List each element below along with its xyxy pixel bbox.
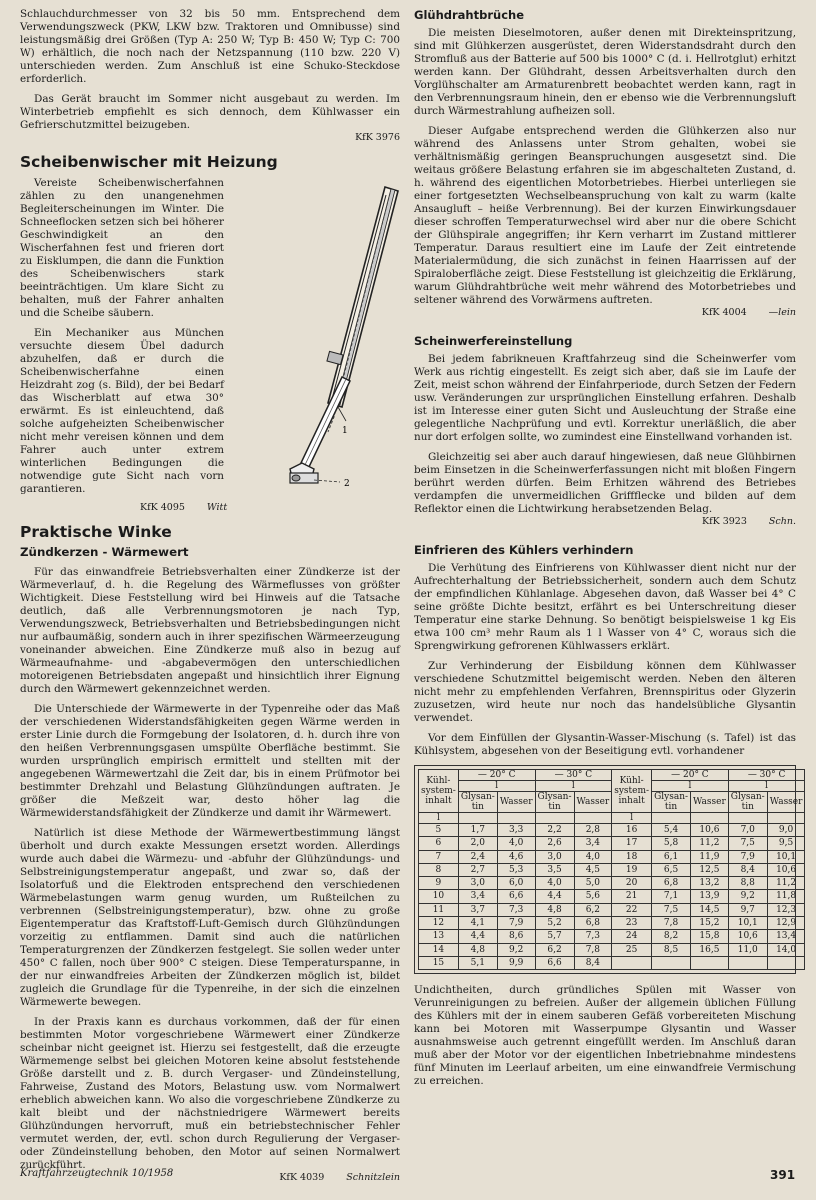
glow-paragraph-1: Die meisten Dieselmotoren, außer denen mit Direkteinspritzung, sind mit Glühkerzen ausgerüstet, deren Widerstandsdraht durch den Stromfluß aus der Batterie auf 500 bis 1000° C (d. i. Hellrotglut) erhitzt werden kann. Der Glühdraht, dessen Arbeitsverhalten durch den Vorglühschalter am Armaturenbrett beobachtet werden kann, ragt in den Verbrennungsraum hinein, den er ebenso wie die Verbrennungsluft durch Wärmestrahlung aufheizen soll. (414, 27, 796, 117)
table-row (419, 824, 805, 837)
table-cell: 9,0 (767, 824, 805, 837)
table-cell: 4,0 (535, 877, 574, 890)
table-cell: 4,6 (497, 850, 535, 863)
table-cell: 2,4 (458, 850, 497, 863)
signature (414, 307, 796, 318)
spark-paragraph-4: In der Praxis kann es durchaus vorkommen, daß der für einen bestimmten Motor vorgeschriebene Wärmewert einer Zündkerze scheinbar nicht geeignet ist. Hierzu sei festgestellt, daß die erzeugte Wärmemenge selbst bei gleichen Motoren keine absolut feststehende Größe darstellt und z. B. durch Vergaser- und Zündeinstellung, Fahrweise, Zustand des Motors, Belastung usw. vom Normalwert erheblich abweichen kann. Wo also die vorgeschriebene Zündkerze zu kalt bleibt und der nächstniedrigere Wärmewert bereits Glühzündungen hervorruft, muß ein betriebstechnischer Fehler vermutet werden, der, evtl. schon durch Regulierung der Vergaser- oder Zündeinstellung behoben, den Motor auf seinen Normalwert zurückführt. (20, 1016, 400, 1171)
table-cell: 4,0 (574, 850, 612, 863)
figure-label-2: 2 (344, 479, 350, 489)
table-unit-cell: l (419, 813, 459, 824)
table-header-unit: l (458, 781, 535, 792)
table-row (419, 837, 805, 850)
table-row (419, 863, 805, 876)
table-cell: 1,7 (458, 824, 497, 837)
table-cell: 3,3 (497, 824, 535, 837)
table-cell: 9 (419, 877, 459, 890)
table-header-m20: — 20° C (458, 770, 535, 781)
table-cell: 7,3 (574, 930, 612, 943)
table-cell: 7,5 (652, 903, 691, 916)
table-cell: 13,9 (691, 890, 729, 903)
journal-footer: Kraftfahrzeugtechnik 10/1958 (20, 1168, 174, 1179)
table-cell: 11,9 (691, 850, 729, 863)
table-cell: 2,2 (535, 824, 574, 837)
glow-paragraph-2: Dieser Aufgabe entsprechend werden die Glühkerzen also nur während des Anlassens unter Strom gehalten, wobei sie verhältnismäßig geringen Beanspruchungen ausgesetzt sind. Die weitaus größere Belastung erfahren sie im abgeschalteten Zustand, d. h. während des eigentlichen Motorbetriebes. Hierbei unterliegen sie einer fortgesetzten Wechselbeanspruchung von kalt zu warm (kalte Ansaugluft – heiße Verbrennung). Bei der kurzen Einwirkungsdauer dieser schroffen Temperaturwechsel wird aber nur die obere Schicht der Glühspirale angegriffen; ihr Kern verharrt im Zustand mittlerer Temperatur. Daraus resultiert eine im Laufe der Zeit eintretende Materialermüdung, die sich zunächst in feinen Haarrissen auf der Spiraloberfläche zeigt. Diese Feststellung ist gleichzeitig die Erklärung, warum Glühdrahtbrüche weit mehr während des Motorbetriebes und seltener während des Vorwärmens auftreten. (414, 125, 796, 306)
table-cell (652, 956, 691, 969)
author: —lein (768, 307, 796, 318)
table-row (419, 890, 805, 903)
table-cell: 10,1 (767, 850, 805, 863)
table-cell: 5,2 (535, 917, 574, 930)
table-cell: 7,8 (652, 917, 691, 930)
wiper-article (20, 177, 400, 506)
article-ref: KfK 4039 (279, 1172, 325, 1183)
table-cell: 7 (419, 850, 459, 863)
table-cell: 5,0 (574, 877, 612, 890)
wiper-paragraph-1: Vereiste Scheibenwischerfahnen zählen zu den unangenehmen Begleiterscheinungen im Winter. Die Schneeflocken setzen sich bei höherer Geschwindigkeit an den Wischerfahnen fest und frieren dort zu Eisklumpen, die dann die Funktion des Scheibenwischers stark beeinträchtigen. Um klare Sicht zu behalten, muß der Fahrer anhalten und die Scheibe säubern. (20, 177, 224, 319)
freeze-paragraph-4: Undichtheiten, durch gründliches Spülen mit Wasser von Verunreinigungen zu befreien. Außer der allgemein üblichen Füllung des Kühlers mit der in einem sauberen Gefäß vorbereiteten Mischung kann bei Motoren mit Wasserpumpe Glysantin und Wasser ausnahmsweise auch getrennt eingefüllt werden. Im Anschluß daran muß aber der Motor vor der eigentlichen Inbetriebnahme mindestens fünf Minuten im Leerlauf arbeiten, um eine einwandfreie Vermischung zu erreichen. (414, 984, 796, 1088)
table-cell: 22 (612, 903, 652, 916)
antifreeze-table-body (419, 813, 805, 970)
table-cell: 18 (612, 850, 652, 863)
signature (414, 516, 796, 527)
table-cell: 14,0 (767, 943, 805, 956)
section-heading-headlight: Scheinwerfereinstellung (414, 334, 573, 348)
table-cell: 7,9 (728, 850, 767, 863)
table-cell: 16 (612, 824, 652, 837)
table-cell: 4,5 (574, 863, 612, 876)
antifreeze-table (418, 769, 805, 970)
table-header-unit: l (535, 781, 612, 792)
page-number: 391 (770, 1168, 796, 1182)
table-cell: 3,7 (458, 903, 497, 916)
wiper-figure (230, 177, 400, 506)
table-unit-cell: l (612, 813, 652, 824)
table-row (419, 956, 805, 969)
table-cell (574, 813, 612, 824)
table-cell: 5 (419, 824, 459, 837)
table-cell: 6 (419, 837, 459, 850)
table-header-m30: — 30° C (728, 770, 805, 781)
table-cell: 8,2 (652, 930, 691, 943)
table-cell: 7,5 (728, 837, 767, 850)
table-header-water: Wasser (767, 792, 805, 813)
table-cell: 8,6 (497, 930, 535, 943)
author: Witt (206, 502, 228, 513)
table-cell: 2,7 (458, 863, 497, 876)
table-cell: 19 (612, 863, 652, 876)
table-cell: 5,3 (497, 863, 535, 876)
table-unit-row (419, 813, 805, 824)
headlight-paragraph-1: Bei jedem fabrikneuen Kraftfahrzeug sind die Scheinwerfer vom Werk aus richtig eingestellt. Es zeigt sich aber, daß sie im Laufe der Zeit, meist schon während der Einfahrperiode, durch Setzen der Federn usw. Veränderungen zur ursprünglichen Einstellung erfahren. Deshalb ist im Interesse einer guten Sicht und Ausleuchtung der Straße eine gelegentliche Nachprüfung und evtl. Korrektur unerläßlich, die aber nur dort erfolgen sollte, wo zumindest eine Einstellwand vorhanden ist. (414, 353, 796, 443)
table-header-glysantin: Glysan-tin (458, 792, 497, 813)
table-row (419, 877, 805, 890)
spark-paragraph-1: Für das einwandfreie Betriebsverhalten einer Zündkerze ist der Wärmeverlauf, d. h. die Regelung des Wärmeflusses von größter Wichtigkeit. Diese Feststellung wird bei Hinweis auf die Tatsache deutlich, daß alle Verbrennungsmotoren je nach Typ, Verwendungszweck, Betriebsverhalten und Betriebsbedingungen nicht nur aufbaumäßig, sondern auch in ihrer spezifischen Wärmeerzeugung voneinander abweichen. Eine Zündkerze muß also in bezug auf Wärmeaufnahme- und -abgabevermögen den unterschiedlichen motoreigenen Betriebsdaten angepaßt und hinsichtlich ihrer Eignung durch den Wärmewert gekennzeichnet werden. (20, 566, 400, 695)
table-cell: 15,2 (691, 917, 729, 930)
table-cell: 21 (612, 890, 652, 903)
table-cell: 6,0 (497, 877, 535, 890)
subheading-spark: Zündkerzen - Wärmewert (20, 545, 189, 559)
author: Schnitzlein (346, 1172, 400, 1183)
wiper-text (20, 177, 224, 506)
table-cell: 11 (419, 903, 459, 916)
table-header-unit: l (652, 781, 729, 792)
right-column (414, 8, 803, 1095)
article-ref: KfK 3976 (355, 132, 400, 143)
left-column (20, 8, 400, 1191)
table-header-glysantin: Glysan-tin (535, 792, 574, 813)
freeze-paragraph-3: Vor dem Einfüllen der Glysantin-Wasser-Mischung (s. Tafel) ist das Kühlsystem, abgesehen von der Beseitigung evtl. vorhandener (414, 732, 796, 757)
freeze-paragraph-1: Die Verhütung des Einfrierens von Kühlwasser dient nicht nur der Aufrechterhaltung der Betriebssicherheit, sondern auch dem Schutz der empfindlichen Kühlanlage. Abgesehen davon, daß Wasser bei 4° C seine größte Dichte besitzt, erfährt es bei Unterschreitung dieser Temperatur eine starke Dehnung. So benötigt beispielsweise 1 kg Eis etwa 100 cm³ mehr Raum als 1 l Wasser von 4° C, woraus sich die Sprengwirkung gefrorenen Kühlwassers erklärt. (414, 562, 796, 652)
table-cell: 11,2 (691, 837, 729, 850)
table-cell: 2,0 (458, 837, 497, 850)
table-cell: 13,2 (691, 877, 729, 890)
table-cell: 3,4 (458, 890, 497, 903)
table-cell: 5,6 (574, 890, 612, 903)
intro-paragraph-1: Schlauchdurchmesser von 32 bis 50 mm. Entsprechend dem Verwendungszweck (PKW, LKW bzw. Traktoren und Omnibusse) sind leistungsmäßig drei Größen (Typ A: 250 W; Typ B: 450 W; Typ C: 700 W) erhältlich, die noch nach der Netzspannung (110 bzw. 220 V) unterschieden werden. Zum Anschluß ist eine Schuko-Steckdose erforderlich. (20, 8, 400, 85)
table-header-m20: — 20° C (652, 770, 729, 781)
section-heading-tips: Praktische Winke (20, 523, 172, 541)
table-cell: 7,9 (497, 917, 535, 930)
table-cell: 20 (612, 877, 652, 890)
table-cell: 14,5 (691, 903, 729, 916)
table-cell: 7,8 (574, 943, 612, 956)
author: Schn. (768, 516, 796, 527)
table-row (419, 903, 805, 916)
table-cell: 7,1 (652, 890, 691, 903)
wiper-paragraph-2: Ein Mechaniker aus München versuchte diesem Übel dadurch abzuhelfen, daß er durch die Scheibenwischerfahne einen Heizdraht zog (s. Bild), der bei Bedarf das Wischerblatt auf etwa 30° erwärmt. Es ist einleuchtend, daß solche aufgeheizten Scheibenwischer nicht mehr vereisen können und dem Fahrer auch unter extrem winterlichen Bedingungen die notwendige gute Sicht nach vorn garantieren. (20, 327, 224, 495)
table-cell: 8,4 (574, 956, 612, 969)
article-ref: KfK 3923 (701, 516, 747, 527)
table-cell: 12,3 (767, 903, 805, 916)
table-cell: 15 (419, 956, 459, 969)
table-cell: 6,8 (574, 917, 612, 930)
table-row (419, 850, 805, 863)
figure-label-1: 1 (342, 426, 348, 436)
table-cell: 4,1 (458, 917, 497, 930)
table-cell: 6,6 (535, 956, 574, 969)
table-row (419, 917, 805, 930)
table-cell: 11,0 (728, 943, 767, 956)
table-cell: 3,4 (574, 837, 612, 850)
table-cell: 4,8 (458, 943, 497, 956)
table-header-glysantin: Glysan-tin (652, 792, 691, 813)
table-cell: 4,0 (497, 837, 535, 850)
table-cell: 5,7 (535, 930, 574, 943)
table-cell: 6,2 (574, 903, 612, 916)
table-cell: 9,9 (497, 956, 535, 969)
spark-paragraph-3: Natürlich ist diese Methode der Wärmewertbestimmung längst überholt und durch exakte Messungen ersetzt worden. Allerdings wurde auch dabei die Wärmezu- und -abfuhr der Glühzündungs- und Selbstreinigungstemperatur angepaßt, und zwar so, daß der Isolatorfuß und die Elektroden entsprechend den verschiedenen Wärmebelastungen warm genug wurden, um Rußteilchen zu verbrennen (Selbstreinigungstemperatur), bzw. ohne zu große Eigentemperatur das Kraftstoff-Luft-Gemisch durch Glühzündungen vorzeitig zu entflammen. Damit sind auch die natürlichen Temperaturgrenzen der Zündkerzen festgelegt. Sie sollen weder unter 450° C fallen, noch über 900° C steigen. Diese Temperaturspanne, in der nur einwandfreies Arbeiten der Zündkerzen möglich ist, bildet zugleich die Grundlage für die Typenreihe, in der sich die einzelnen Wärmewerte bewegen. (20, 827, 400, 1008)
table-cell: 5,8 (652, 837, 691, 850)
table-cell (691, 956, 729, 969)
table-cell: 12,5 (691, 863, 729, 876)
table-cell: 15,8 (691, 930, 729, 943)
table-cell: 7,3 (497, 903, 535, 916)
table-cell: 8 (419, 863, 459, 876)
section-heading-glow: Glühdrahtbrüche (414, 8, 524, 22)
table-cell: 24 (612, 930, 652, 943)
table-cell: 13 (419, 930, 459, 943)
table-cell: 7,0 (728, 824, 767, 837)
table-cell: 5,4 (652, 824, 691, 837)
table-cell: 6,2 (535, 943, 574, 956)
table-cell: 25 (612, 943, 652, 956)
table-cell: 4,4 (535, 890, 574, 903)
signature (20, 132, 400, 143)
freeze-paragraph-2: Zur Verhinderung der Eisbildung können dem Kühlwasser verschiedene Schutzmittel beigemischt werden. Neben den älteren nicht mehr zu empfehlenden Verfahren, Brennspiritus oder Glyzerin zuzusetzen, wird heute nur noch das handelsübliche Glysantin verwendet. (414, 660, 796, 724)
table-cell: 5,1 (458, 956, 497, 969)
table-cell: 4,4 (458, 930, 497, 943)
table-cell: 10 (419, 890, 459, 903)
table-header-system: Kühl-system-inhalt (612, 770, 652, 813)
table-cell (767, 813, 805, 824)
article-ref: KfK 4004 (701, 307, 747, 318)
table-row (419, 930, 805, 943)
table-cell: 12,9 (767, 917, 805, 930)
table-cell: 3,0 (458, 877, 497, 890)
intro-paragraph-2: Das Gerät braucht im Sommer nicht ausgebaut zu werden. Im Winterbetrieb empfiehlt es sich dennoch, dem Kühlwasser ein Gefrierschutzmittel beizugeben. (20, 93, 400, 131)
table-cell: 10,6 (691, 824, 729, 837)
table-cell: 2,6 (535, 837, 574, 850)
antifreeze-table-frame (414, 765, 803, 974)
table-cell: 8,5 (652, 943, 691, 956)
table-cell: 10,6 (728, 930, 767, 943)
table-cell: 11,2 (767, 877, 805, 890)
table-cell (767, 956, 805, 969)
table-cell: 13,4 (767, 930, 805, 943)
section-heading-wiper: Scheibenwischer mit Heizung (20, 153, 278, 171)
table-cell (728, 956, 767, 969)
table-cell (535, 813, 574, 824)
table-cell: 10,1 (728, 917, 767, 930)
table-header-water: Wasser (691, 792, 729, 813)
table-header-m30: — 30° C (535, 770, 612, 781)
table-cell: 6,8 (652, 877, 691, 890)
table-cell: 3,5 (535, 863, 574, 876)
table-cell: 3,0 (535, 850, 574, 863)
table-cell: 12 (419, 917, 459, 930)
table-cell (728, 813, 767, 824)
table-cell: 14 (419, 943, 459, 956)
table-cell: 6,1 (652, 850, 691, 863)
table-cell: 17 (612, 837, 652, 850)
article-ref: KfK 4095 (140, 502, 185, 513)
table-header-water: Wasser (497, 792, 535, 813)
section-heading-freeze: Einfrieren des Kühlers verhindern (414, 543, 634, 557)
table-header-system: Kühl-system-inhalt (419, 770, 459, 813)
table-header-water: Wasser (574, 792, 612, 813)
table-cell: 6,6 (497, 890, 535, 903)
table-cell: 10,6 (767, 863, 805, 876)
table-header-glysantin: Glysan-tin (728, 792, 767, 813)
table-cell: 9,7 (728, 903, 767, 916)
table-cell (612, 956, 652, 969)
table-cell: 23 (612, 917, 652, 930)
table-cell: 4,8 (535, 903, 574, 916)
heated-wiper-illustration (230, 177, 400, 502)
table-cell (497, 813, 535, 824)
table-cell: 9,5 (767, 837, 805, 850)
table-header-unit: l (728, 781, 805, 792)
table-cell: 9,2 (728, 890, 767, 903)
table-cell (652, 813, 691, 824)
table-cell: 11,8 (767, 890, 805, 903)
table-cell: 9,2 (497, 943, 535, 956)
spark-paragraph-2: Die Unterschiede der Wärmewerte in der Typenreihe oder das Maß der verschiedenen Widerstandsfähigkeiten gegen Wärme werden in erster Linie durch die Formgebung der Isolatoren, d. h. durch ihre von den heißen Verbrennungsgasen umspülte Oberfläche bestimmt. Sie wurden ursprünglich empirisch ermittelt und stellten mit der angegebenen Wärmewertzahl die Zeit dar, bis in einem Prüfmotor bei bestimmter Drehzahl und Belastung Glühzündungen auftraten. Je größer die Meßzeit war, desto höher lag die Wärmewiderstandsfähigkeit der Zündkerze und damit ihr Wärmewert. (20, 703, 400, 819)
table-cell: 2,8 (574, 824, 612, 837)
table-cell: 6,5 (652, 863, 691, 876)
table-cell: 16,5 (691, 943, 729, 956)
table-cell (458, 813, 497, 824)
table-row (419, 943, 805, 956)
table-cell (691, 813, 729, 824)
table-cell: 8,4 (728, 863, 767, 876)
table-cell: 8,8 (728, 877, 767, 890)
headlight-paragraph-2: Gleichzeitig sei aber auch darauf hingewiesen, daß neue Glühbirnen beim Einsetzen in die Scheinwerferfassungen nicht mit bloßen Fingern berührt werden dürfen. Beim Erhitzen während des Betriebes verdampfen die unvermeidlichen Griffflecke und bilden auf dem Reflektor einen die Lichtwirkung herabsetzenden Belag. (414, 451, 796, 515)
